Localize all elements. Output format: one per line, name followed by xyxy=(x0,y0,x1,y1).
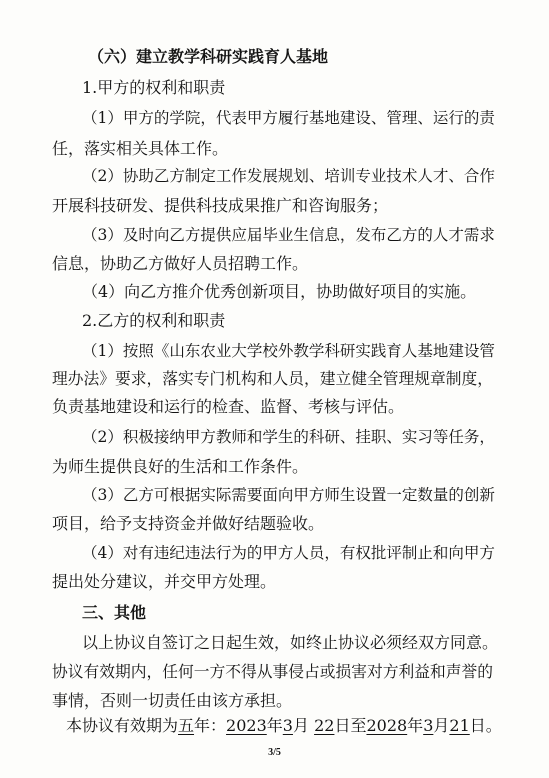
validity-y2: 年 xyxy=(407,716,424,735)
validity-start-day: 22 xyxy=(314,716,335,735)
paragraph-line: （3）及时向乙方提供应届毕业生信息，发布乙方的人才需求 xyxy=(82,226,495,244)
section-heading: （六）建立教学科研实践育人基地 xyxy=(88,47,329,66)
paragraph-line: （1）按照《山东农业大学校外教学科研实践育人基地建设管 xyxy=(82,342,495,360)
subheading-party-a: 1.甲方的权利和职责 xyxy=(82,78,226,97)
paragraph-line: 为师生提供良好的生活和工作条件。 xyxy=(52,457,309,476)
validity-m1: 月 xyxy=(292,716,309,735)
paragraph-line: 项目，给予支持资金并做好结题验收。 xyxy=(52,514,325,533)
paragraph-line: 理办法》要求，落实专门机构和人员，建立健全管理规章制度， xyxy=(52,369,493,388)
validity-statement xyxy=(66,716,502,736)
validity-start-year: 2023 xyxy=(226,716,267,735)
validity-end-day: 21 xyxy=(449,716,470,735)
paragraph-line: （3）乙方可根据实际需要面向甲方师生设置一定数量的创新 xyxy=(82,486,495,504)
paragraph-line: （1）甲方的学院，代表甲方履行基地建设、管理、运行的责 xyxy=(82,109,495,127)
paragraph-line: 信息，协助乙方做好人员招聘工作。 xyxy=(52,254,309,273)
section-heading-other: 三、其他 xyxy=(82,603,147,622)
validity-y1: 年 xyxy=(266,716,283,735)
paragraph-line: 任，落实相关具体工作。 xyxy=(52,139,229,158)
paragraph-line: 负责基地建设和运行的检查、监督、考核与评估。 xyxy=(52,397,405,416)
validity-to: 日至 xyxy=(334,716,367,735)
paragraph-line: （4）对有违纪违法行为的甲方人员，有权批评制止和向甲方 xyxy=(82,544,495,562)
validity-start-month: 3 xyxy=(282,716,293,735)
validity-end: 日。 xyxy=(469,716,502,735)
paragraph-line: 开展科技研发、提供科技成果推广和咨询服务； xyxy=(52,196,389,215)
validity-end-month: 3 xyxy=(423,716,434,735)
validity-year-unit: 年： xyxy=(194,716,227,735)
paragraph-line: 以上协议自签订之日起生效，如终止协议必须经双方同意。 xyxy=(82,633,499,652)
paragraph-line: （2）协助乙方制定工作发展规划、培训专业技术人才、合作 xyxy=(82,167,495,185)
paragraph-line: （4）向乙方推介优秀创新项目，协助做好项目的实施。 xyxy=(82,282,477,301)
validity-m2: 月 xyxy=(433,716,450,735)
validity-prefix: 本协议有效期为 xyxy=(66,716,179,735)
page-number: 3/5 xyxy=(268,747,281,758)
paragraph-line: 提出处分建议，并交甲方处理。 xyxy=(52,572,277,591)
subheading-party-b: 2.乙方的权利和职责 xyxy=(82,311,226,330)
validity-end-year: 2028 xyxy=(366,716,408,735)
paragraph-line: 协议有效期内，任何一方不得从事侵占或损害对方利益和声誉的 xyxy=(52,662,493,681)
validity-years: 五 xyxy=(178,716,195,735)
paragraph-line: 事情，否则一切责任由该方承担。 xyxy=(52,691,293,710)
paragraph-line: （2）积极接纳甲方教师和学生的科研、挂职、实习等任务， xyxy=(82,428,495,446)
